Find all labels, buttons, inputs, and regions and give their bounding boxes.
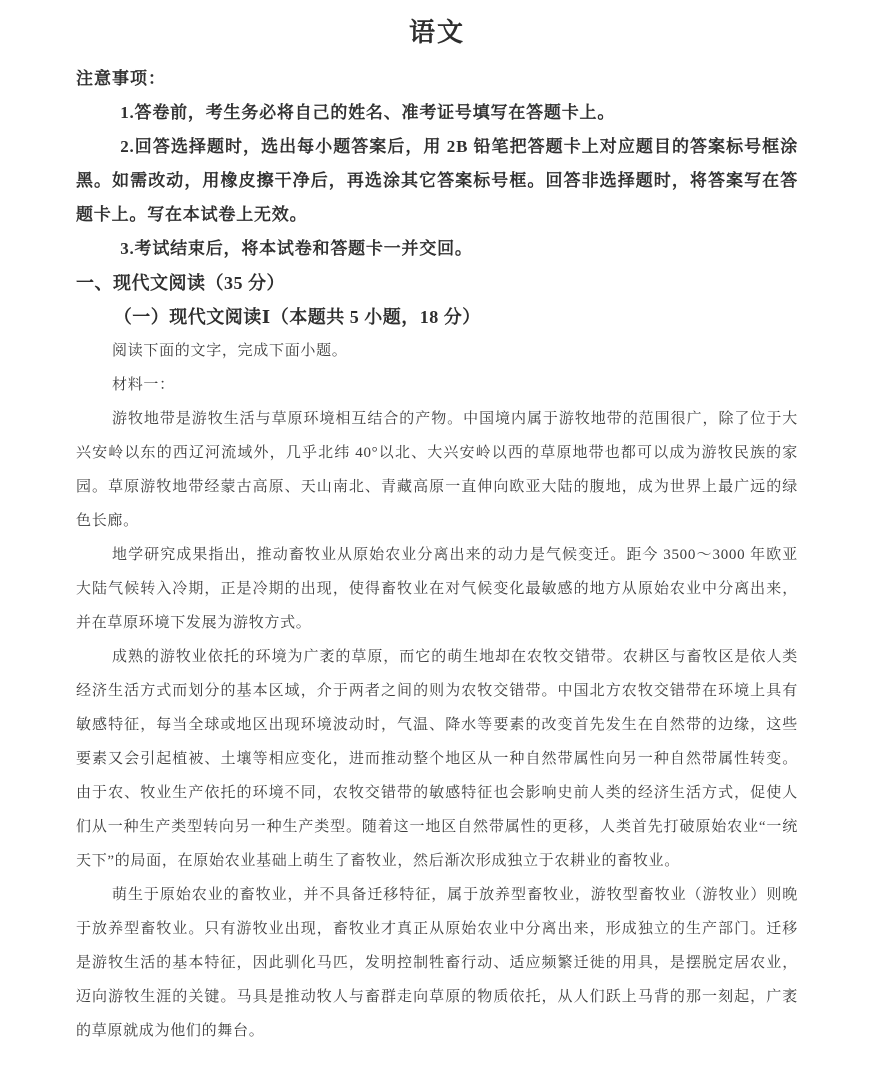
reading-instruction: 阅读下面的文字，完成下面小题。	[112, 343, 348, 359]
notice-item-1: 1.答卷前，考生务必将自己的姓名、准考证号填写在答题卡上。	[120, 103, 616, 122]
section-heading: 一、现代文阅读（35 分）	[76, 273, 285, 293]
notice-item-3: 3.考试结束后，将本试卷和答题卡一并交回。	[120, 239, 473, 258]
page-title: 语文	[408, 18, 465, 47]
subsection-heading: （一）现代文阅读Ⅰ（本题共 5 小题，18 分）	[113, 307, 481, 327]
modern-reading-section	[76, 266, 798, 1048]
material-paragraph-4: 萌生于原始农业的畜牧业，并不具备迁移特征，属于放养型畜牧业，游牧型畜牧业（游牧业）则晚于放养型畜牧业。只有游牧业出现，畜牧业才真正从原始农业中分离出来，形成独立的生产部门。迁移是游牧生活的基本特征，因此驯化马匹，发明控制牲畜行动、适应频繁迁徙的用具，是摆脱定居农业，迈向游牧生涯的关键。马具是推动牧人与畜群走向草原的物质依托，从人们跃上马背的那一刻起，广袤的草原就成为他们的舞台。	[76, 887, 798, 1039]
material-label: 材料一：	[112, 377, 175, 393]
notice-section	[76, 62, 798, 266]
material-paragraph-2: 地学研究成果指出，推动畜牧业从原始农业分离出来的动力是气候变迁。距今 3500～3000 年欧亚大陆气候转入冷期，正是冷期的出现，使得畜牧业在对气候变化最敏感的地方从原始农业中分离出来，并在草原环境下发展为游牧方式。	[76, 547, 798, 631]
material-paragraph-3: 成熟的游牧业依托的环境为广袤的草原，而它的萌生地却在农牧交错带。农耕区与畜牧区是依人类经济生活方式而划分的基本区域，介于两者之间的则为农牧交错带。中国北方农牧交错带在环境上具有敏感特征，每当全球或地区出现环境波动时，气温、降水等要素的改变首先发生在自然带的边缘，这些要素又会引起植被、土壤等相应变化，进而推动整个地区从一种自然带属性向另一种自然带属性转变。由于农、牧业生产依托的环境不同，农牧交错带的敏感特征也会影响史前人类的经济生活方式，促使人们从一种生产类型转向另一种生产类型。随着这一地区自然带属性的更移，人类首先打破原始农业“一统天下”的局面，在原始农业基础上萌生了畜牧业，然后渐次形成独立于农耕业的畜牧业。	[76, 649, 798, 869]
notice-item-2: 2.回答选择题时，选出每小题答案后，用 2B 铅笔把答题卡上对应题目的答案标号框涂黑。如需改动，用橡皮擦干净后，再选涂其它答案标号框。回答非选择题时，将答案写在答题卡上。写在本试卷上无效。	[76, 137, 798, 224]
notice-heading: 注意事项：	[76, 69, 166, 88]
material-paragraph-1: 游牧地带是游牧生活与草原环境相互结合的产物。中国境内属于游牧地带的范围很广，除了位于大兴安岭以东的西辽河流域外，几乎北纬 40°以北、大兴安岭以西的草原地带也都可以成为游牧民族的家园。草原游牧地带经蒙古高原、天山南北、青藏高原一直伸向欧亚大陆的腹地，成为世界上最广远的绿色长廊。	[76, 411, 798, 529]
